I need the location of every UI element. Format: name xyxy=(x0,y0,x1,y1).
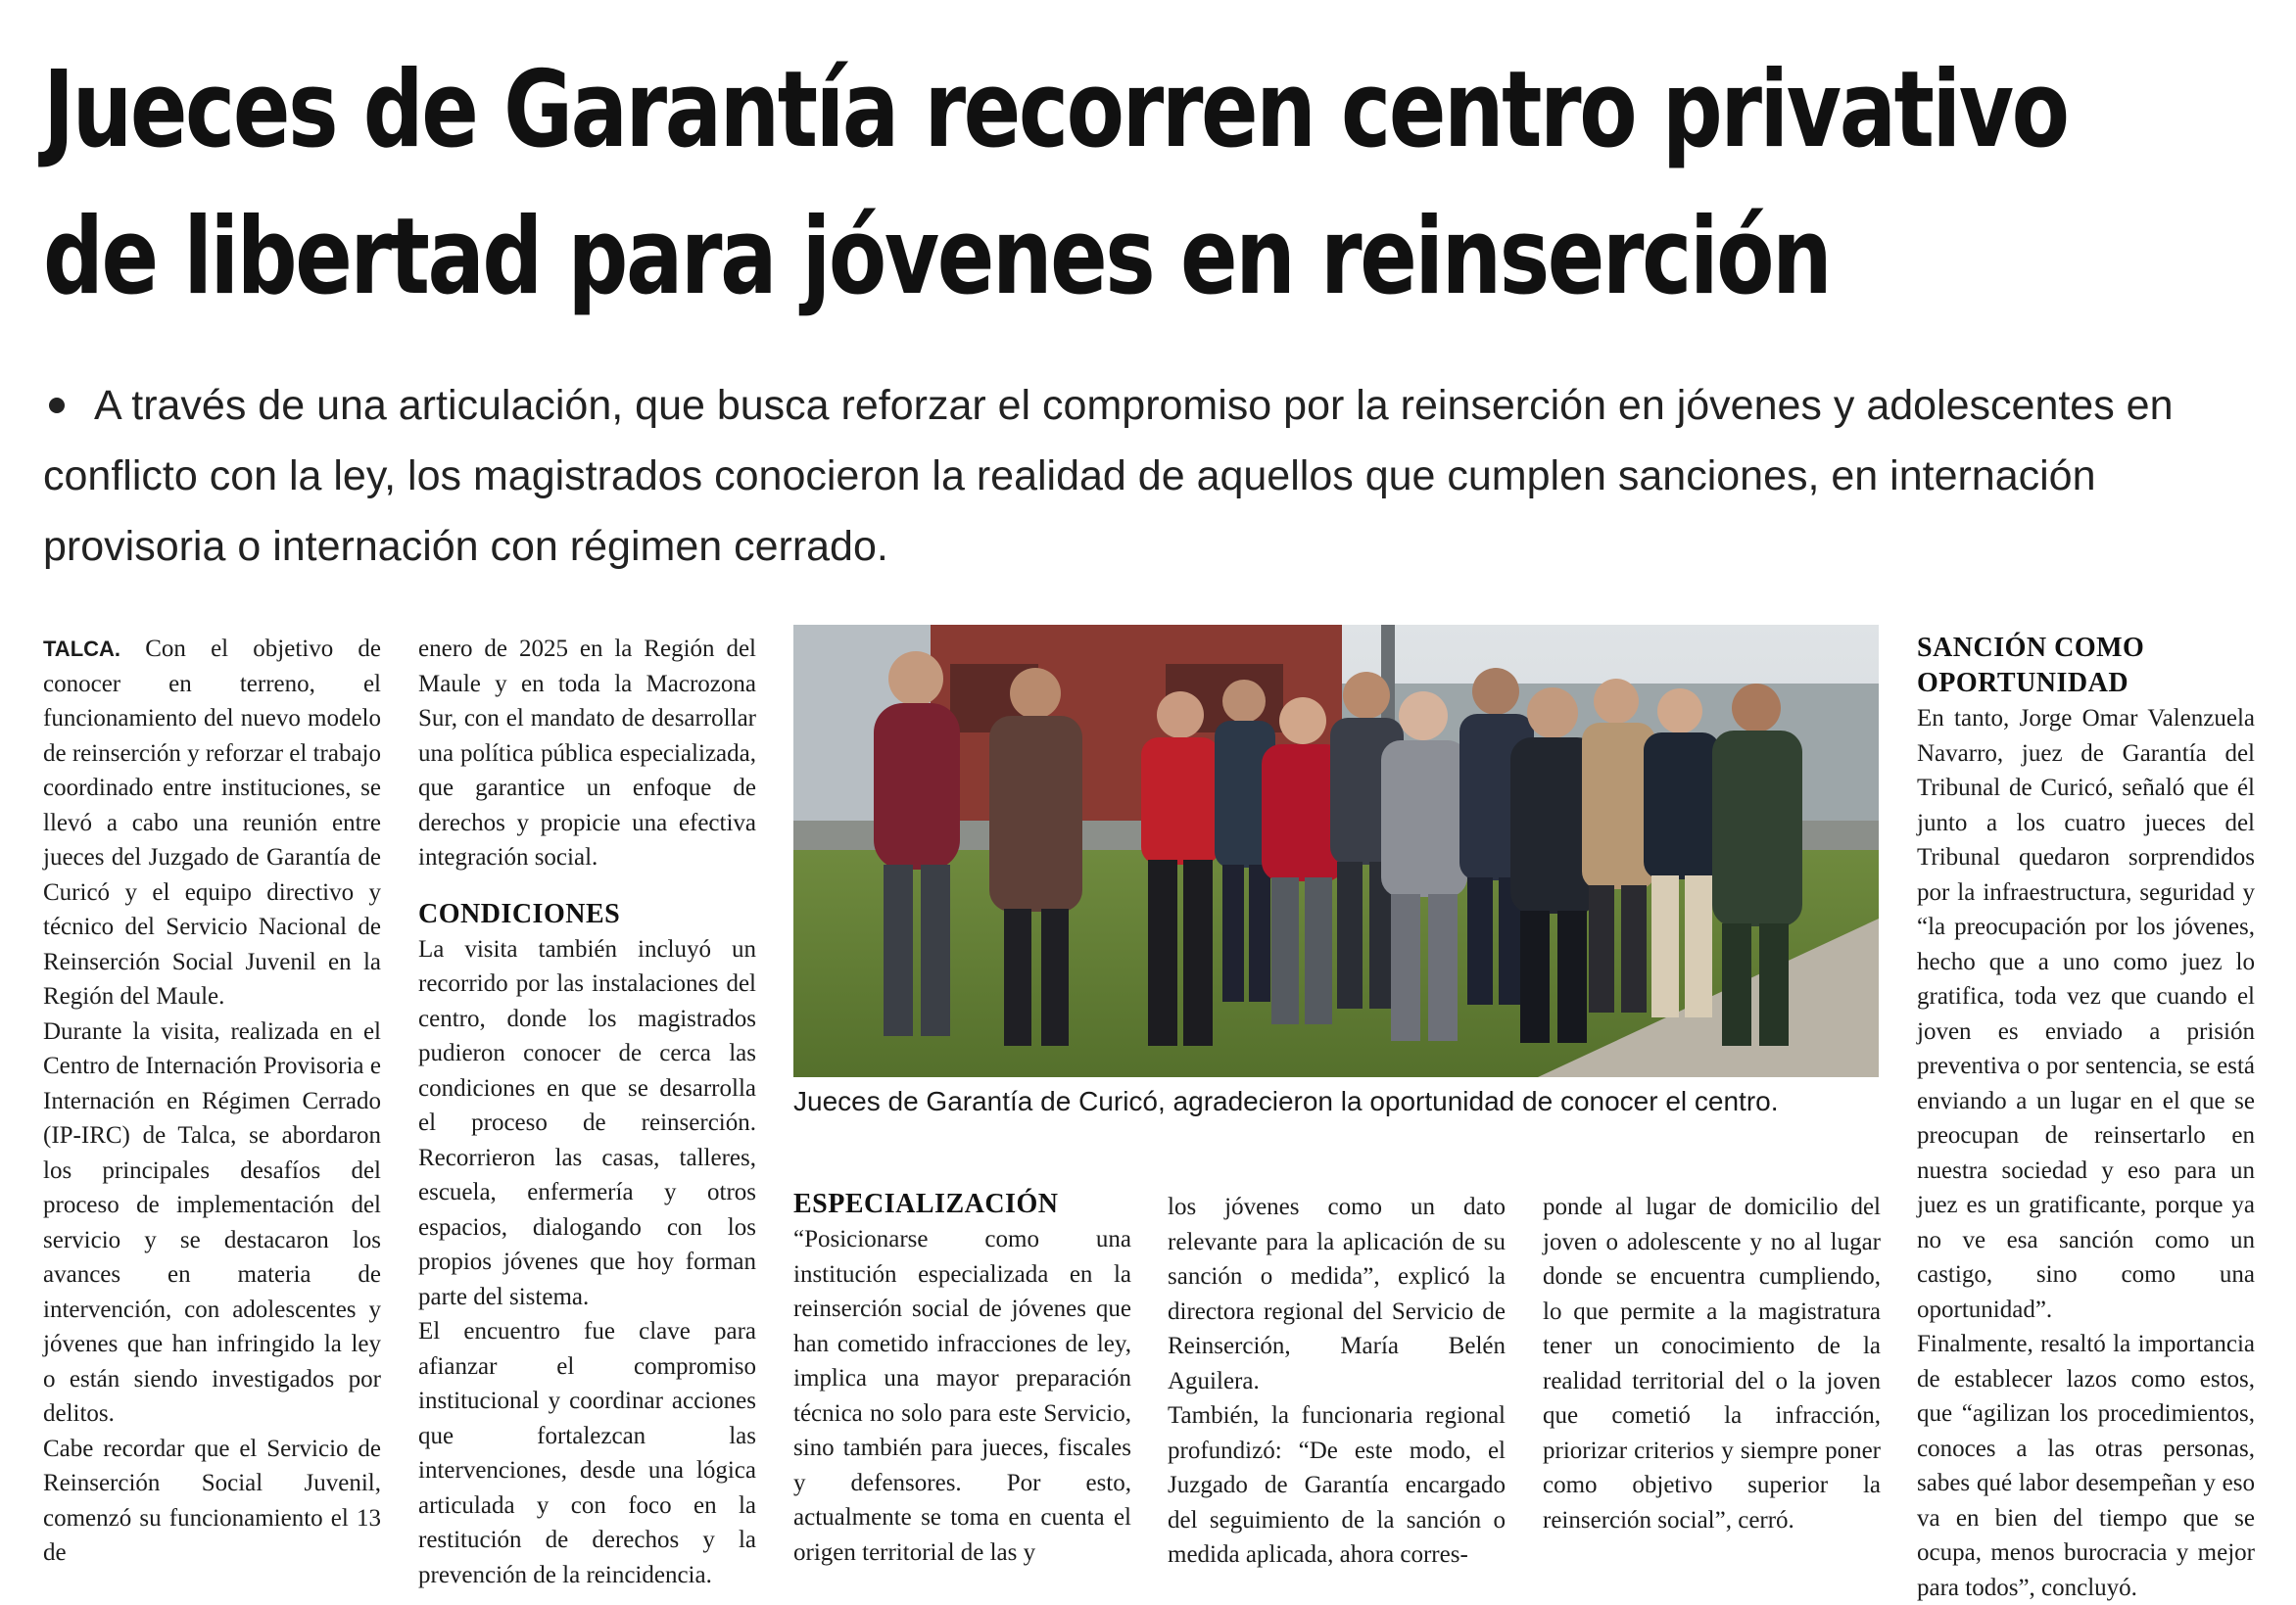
col2-paragraph-2: La visita también incluyó un recorrido por las instalaciones del centro, donde los magistrados pudieron conocer de cerca las condiciones en que se desarrolla el proceso de reinserción. Recorrieron las casas, talleres, escuela, enfermería y otros espacios, dialogando con los propios jóvenes que hoy forman parte del sistema. xyxy=(418,935,756,1310)
column-1 xyxy=(43,632,381,1571)
col1-paragraph-3: Cabe recordar que el Servicio de Reinserción Social Juvenil, comenzó su funcionamiento el 13 de xyxy=(43,1435,381,1566)
column-4 xyxy=(1168,1190,1506,1573)
col6-paragraph-1: En tanto, Jorge Omar Valenzuela Navarro, juez de Garantía del Tribunal de Curicó, señaló que él junto a los cuatro jueces del Tribunal quedaron sorprendidos por la infraestructura, seguridad y “la preocupación por los jóvenes, hecho que a uno como juez lo gratifica, toda vez que cuando el joven es enviado a prisión preventiva o por sentencia, se está enviando a un lugar en el que se preocupan de reinsertarlo en nuestra sociedad y eso para un juez es un gratificante, porque ya no ve esa sanción como un castigo, sino como una oportunidad”. xyxy=(1917,705,2255,1323)
headline-line-1: Jueces de Garantía recorren centro privativo xyxy=(43,49,2068,171)
headline-line-2: de libertad para jóvenes en reinserción xyxy=(43,196,1831,318)
dateline: TALCA. xyxy=(43,637,121,661)
subhead-especializacion: ESPECIALIZACIÓN xyxy=(793,1189,1059,1219)
col4-paragraph-2: También, la funcionaria regional profundizó: “De este modo, el Juzgado de Garantía encargado del seguimiento de la sanción o medida aplicada, ahora corres- xyxy=(1168,1402,1506,1568)
headline xyxy=(43,37,2068,331)
subhead-condiciones: CONDICIONES xyxy=(418,898,621,929)
col2-paragraph-3: El encuentro fue clave para afianzar el compromiso institucional y coordinar acciones que fortalezcan las intervenciones, desde una lógica articulada y con foco en la restitución de derechos y la prevención de la reincidencia. xyxy=(418,1318,756,1588)
col1-paragraph-2: Durante la visita, realizada en el Centro de Internación Provisoria e Internación en Régimen Cerrado (IP-IRC) de Talca, se abordaron los principales desafíos del proceso de implementación del servicio y se destacaron los avances en materia de intervención, con adolescentes y jóvenes que han infringido la ley o están siendo investigados por delitos. xyxy=(43,1017,381,1427)
subhead-sancion-como-oportunidad: SANCIÓN COMO OPORTUNIDAD xyxy=(1917,633,2145,698)
column-6 xyxy=(1917,631,2255,1605)
col2-paragraph-1: enero de 2025 en la Región del Maule y en toda la Macrozona Sur, con el mandato de desarrollar una política pública especializada, que garantice un enfoque de derechos y propicie una efectiva integración social. xyxy=(418,636,756,871)
lead-text: A través de una articulación, que busca reforzar el compromiso por la reinserción en jóvenes y adolescentes en conflicto con la ley, los magistrados conocieron la realidad de aquellos que cumplen sanciones, en internación provisoria o internación con régimen cerrado. xyxy=(43,382,2174,570)
lead-paragraph xyxy=(43,370,2267,582)
bullet-icon xyxy=(49,398,65,413)
group-photo-illustration xyxy=(793,625,1879,1077)
column-5 xyxy=(1543,1190,1881,1537)
photo-caption: Jueces de Garantía de Curicó, agradecieron la oportunidad de conocer el centro. xyxy=(793,1086,1779,1116)
column-3 xyxy=(793,1187,1131,1570)
column-2 xyxy=(418,632,756,1592)
col1-paragraph-1: TALCA. Con el objetivo de conocer en terreno, el funcionamiento del nuevo modelo de reinserción y reforzar el trabajo coordinado entre instituciones, se llevó a cabo una reunión entre jueces del Juzgado de Garantía de Curicó y el equipo directivo y técnico del Servicio Nacional de Reinserción Social Juvenil en la Región del Maule. xyxy=(43,636,382,1010)
col6-paragraph-2: Finalmente, resaltó la importancia de establecer lazos como estos, que “agilizan los procedimientos, conoces a las otras personas, sabes qué labor desempeñan y eso va en bien del tiempo que se ocupa, menos burocracia y mejor para todos”, concluyó. xyxy=(1917,1331,2255,1601)
col5-paragraph-1: ponde al lugar de domicilio del joven o adolescente y no al lugar donde se encuentra cumpliendo, lo que permite a la magistratura tener un conocimiento de la realidad territorial del o la joven que cometió la infracción, priorizar criterios y siempre poner como objetivo superior la reinserción social”, cerró. xyxy=(1543,1194,1881,1534)
col3-paragraph-1: “Posicionarse como una institución especializada en la reinserción social de jóvenes que han cometido infracciones de ley, implica una mayor preparación técnica no solo para este Servicio, sino también para jueces, fiscales y defensores. Por esto, actualmente se toma en cuenta el origen territorial de las y xyxy=(793,1226,1131,1566)
article-photo xyxy=(793,625,1879,1077)
col4-paragraph-1: los jóvenes como un dato relevante para la aplicación de su sanción o medida”, explicó la directora regional del Servicio de Reinserción, María Belén Aguilera. xyxy=(1168,1194,1506,1394)
